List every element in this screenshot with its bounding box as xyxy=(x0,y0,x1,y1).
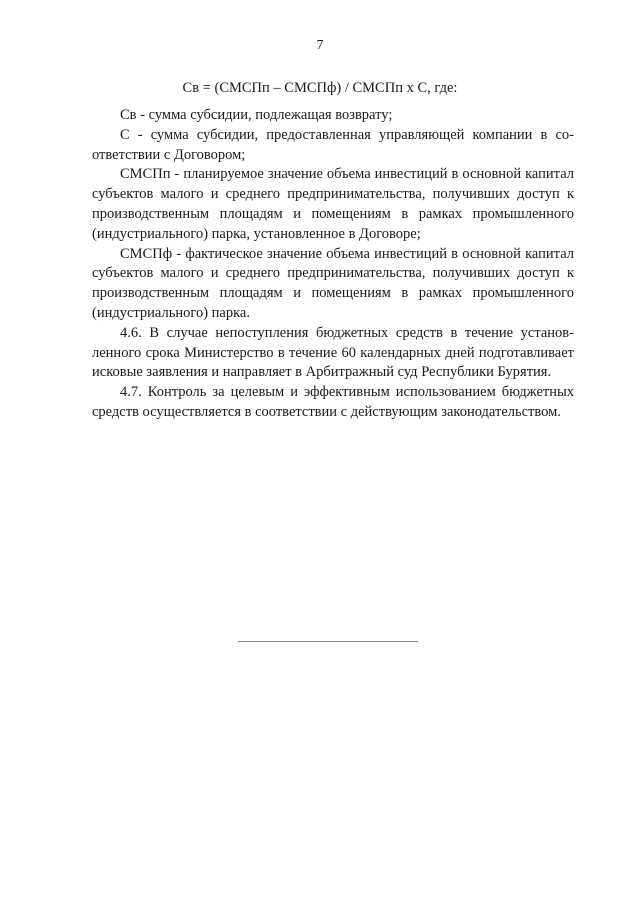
paragraph-c-definition: С - сумма субсидии, предоставленная управляющей компании в соответствии с Договором; xyxy=(92,126,574,163)
paragraph-smspf-definition: СМСПф - фактическое значение объема инвестиций в основной капитал субъектов малого и среднего предпринимательства, получивших доступ к производственным площадям и помещениям в рамках промышленного (индустриального) парка. xyxy=(92,245,574,321)
paragraph-4-6: 4.6. В случае непоступления бюджетных средств в течение установленного срока Министерство в течение 60 календарных дней подготавливает исковые заявления и направляет в Арбитражный суд Республики Бурятия. xyxy=(92,324,574,381)
paragraph-cv-definition: Св - сумма субсидии, подлежащая возврату; xyxy=(120,107,393,123)
page-number: 7 xyxy=(316,38,324,53)
formula-line: Св = (СМСПп – СМСПф) / СМСПп х С, где: xyxy=(182,80,458,96)
body-text xyxy=(92,106,574,423)
paragraph-smspp-definition: СМСПп - планируемое значение объема инвестиций в основной капитал субъектов малого и среднего предпринимательства, получивших доступ к производственным площадям и помещениям в рамках промышленного (индустриального) парка, установленное в Договоре; xyxy=(92,166,574,242)
end-of-document-rule xyxy=(238,641,418,642)
paragraph-4-7: 4.7. Контроль за целевым и эффективным использованием бюджетных средств осуществляется в соответствии с действующим законодательством. xyxy=(92,384,574,420)
